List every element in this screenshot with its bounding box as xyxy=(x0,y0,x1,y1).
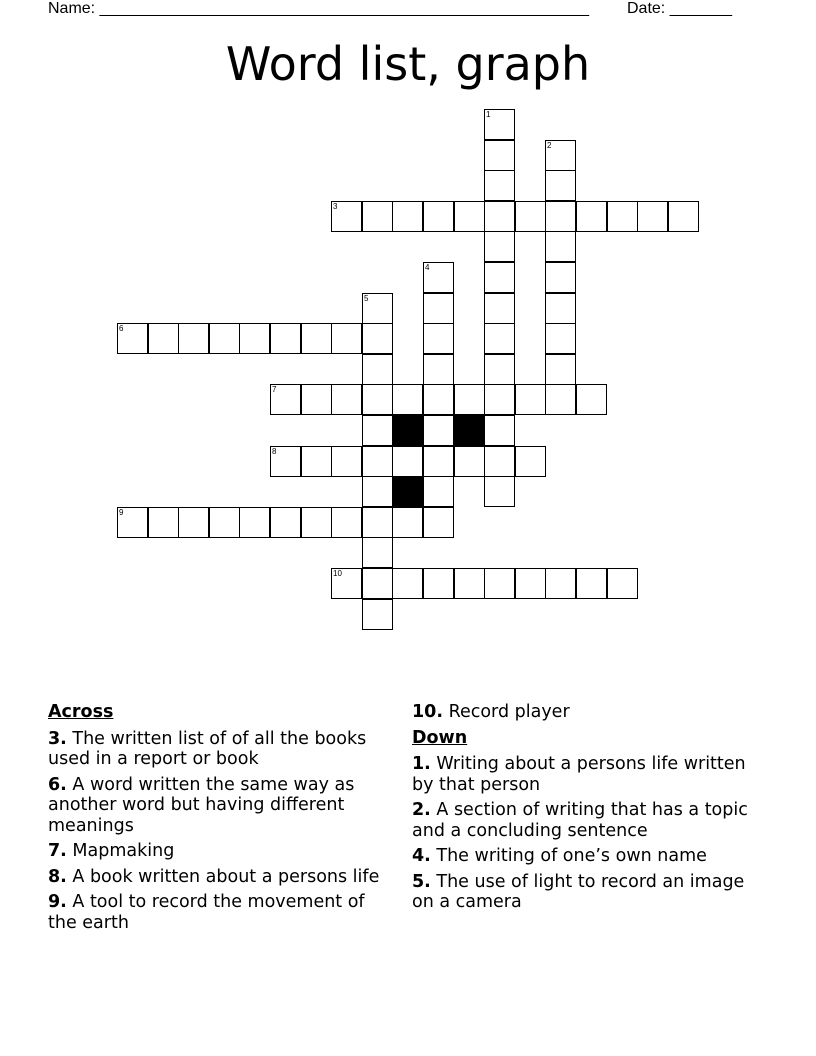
crossword-cell[interactable] xyxy=(515,384,546,415)
crossword-cell[interactable] xyxy=(148,323,179,354)
crossword-cell[interactable] xyxy=(454,568,485,599)
crossword-cell[interactable] xyxy=(331,201,362,232)
down-clues xyxy=(412,702,752,918)
crossword-cell[interactable] xyxy=(178,507,209,538)
clue-number: 6 xyxy=(119,324,124,333)
crossword-cell[interactable] xyxy=(392,507,423,538)
crossword-cell[interactable] xyxy=(392,384,423,415)
crossword-cell[interactable] xyxy=(301,446,332,477)
crossword-cell[interactable] xyxy=(545,262,576,293)
crossword-cell[interactable] xyxy=(545,201,576,232)
crossword-cell[interactable] xyxy=(484,568,515,599)
clue-number: 10 xyxy=(333,569,342,578)
crossword-cell[interactable] xyxy=(545,323,576,354)
crossword-cell[interactable] xyxy=(484,201,515,232)
crossword-cell[interactable] xyxy=(484,262,515,293)
crossword-cell[interactable] xyxy=(607,201,638,232)
crossword-cell[interactable] xyxy=(545,170,576,201)
crossword-cell[interactable] xyxy=(239,323,270,354)
crossword-cell[interactable] xyxy=(117,507,148,538)
crossword-cell[interactable] xyxy=(239,507,270,538)
crossword-cell[interactable] xyxy=(362,323,393,354)
across-clue: 10. Record player xyxy=(412,702,570,722)
crossword-cell[interactable] xyxy=(331,446,362,477)
crossword-block xyxy=(392,476,423,507)
across-clue: 7. Mapmaking xyxy=(48,841,175,861)
clue-number: 8 xyxy=(272,447,277,456)
clue-number: 7 xyxy=(272,385,277,394)
crossword-block xyxy=(454,415,485,446)
crossword-cell[interactable] xyxy=(362,476,393,507)
crossword-cell[interactable] xyxy=(423,476,454,507)
crossword-cell[interactable] xyxy=(423,507,454,538)
crossword-cell[interactable] xyxy=(515,446,546,477)
across-clue: 9. A tool to record the movement of the earth xyxy=(48,892,365,933)
crossword-cell[interactable] xyxy=(545,568,576,599)
crossword-cell[interactable] xyxy=(423,384,454,415)
crossword-cell[interactable] xyxy=(270,507,301,538)
crossword-cell[interactable] xyxy=(362,415,393,446)
crossword-cell[interactable] xyxy=(423,415,454,446)
across-heading: Across xyxy=(48,702,114,722)
clue-number: 1 xyxy=(486,110,491,119)
crossword-cell[interactable] xyxy=(484,354,515,385)
crossword-cell[interactable] xyxy=(301,384,332,415)
crossword-cell[interactable] xyxy=(270,446,301,477)
crossword-cell[interactable] xyxy=(545,293,576,324)
crossword-cell[interactable] xyxy=(637,201,668,232)
crossword-cell[interactable] xyxy=(362,599,393,630)
crossword-cell[interactable] xyxy=(484,415,515,446)
crossword-cell[interactable] xyxy=(270,323,301,354)
across-clues xyxy=(48,702,388,938)
across-clue: 6. A word written the same way as another word but having different meanings xyxy=(48,774,355,836)
crossword-cell[interactable] xyxy=(423,323,454,354)
crossword-cell[interactable] xyxy=(545,384,576,415)
crossword-cell[interactable] xyxy=(178,323,209,354)
crossword-cell[interactable] xyxy=(576,201,607,232)
crossword-cell[interactable] xyxy=(515,201,546,232)
date-line[interactable]: _______ xyxy=(669,0,732,17)
crossword-cell[interactable] xyxy=(362,201,393,232)
crossword-cell[interactable] xyxy=(484,109,515,140)
crossword-cell[interactable] xyxy=(545,140,576,171)
crossword-cell[interactable] xyxy=(545,354,576,385)
clue-number: 4 xyxy=(425,263,430,272)
crossword-cell[interactable] xyxy=(301,323,332,354)
crossword-cell[interactable] xyxy=(545,231,576,262)
crossword-cell[interactable] xyxy=(484,384,515,415)
crossword-cell[interactable] xyxy=(362,293,393,324)
down-clue: 4. The writing of one’s own name xyxy=(412,846,707,866)
crossword-cell[interactable] xyxy=(331,507,362,538)
crossword-cell[interactable] xyxy=(331,323,362,354)
crossword-cell[interactable] xyxy=(484,231,515,262)
crossword-cell[interactable] xyxy=(392,201,423,232)
clue-number: 2 xyxy=(547,141,552,150)
page-title: Word list, graph xyxy=(225,37,591,91)
crossword-cell[interactable] xyxy=(454,201,485,232)
crossword-cell[interactable] xyxy=(484,476,515,507)
crossword-cell[interactable] xyxy=(576,384,607,415)
crossword-cell[interactable] xyxy=(362,446,393,477)
crossword-cell[interactable] xyxy=(148,507,179,538)
crossword-cell[interactable] xyxy=(423,262,454,293)
crossword-cell[interactable] xyxy=(484,293,515,324)
crossword-cell[interactable] xyxy=(423,446,454,477)
crossword-cell[interactable] xyxy=(301,507,332,538)
crossword-cell[interactable] xyxy=(484,323,515,354)
crossword-cell[interactable] xyxy=(362,354,393,385)
down-clue: 5. The use of light to record an image on a camera xyxy=(412,871,745,912)
crossword-block xyxy=(392,415,423,446)
crossword-cell[interactable] xyxy=(607,568,638,599)
crossword-cell[interactable] xyxy=(270,384,301,415)
crossword-cell[interactable] xyxy=(362,568,393,599)
down-clue: 2. A section of writing that has a topic and a concluding sentence xyxy=(412,800,748,841)
crossword-cell[interactable] xyxy=(117,323,148,354)
name-line[interactable]: _______________________________________________________ xyxy=(99,0,589,17)
crossword-cell[interactable] xyxy=(331,384,362,415)
clue-number: 5 xyxy=(364,294,369,303)
down-heading: Down xyxy=(412,727,468,748)
across-clue: 8. A book written about a persons life xyxy=(48,866,380,887)
crossword-cell[interactable] xyxy=(392,568,423,599)
crossword-cell[interactable] xyxy=(362,537,393,568)
down-clue: 1. Writing about a persons life written by that person xyxy=(412,754,746,795)
crossword-cell[interactable] xyxy=(209,507,240,538)
clue-number: 3 xyxy=(333,202,338,211)
crossword-cell[interactable] xyxy=(209,323,240,354)
crossword-cell[interactable] xyxy=(515,568,546,599)
clue-number: 9 xyxy=(119,508,124,517)
crossword-cell[interactable] xyxy=(668,201,699,232)
crossword-cell[interactable] xyxy=(362,507,393,538)
crossword-cell[interactable] xyxy=(423,201,454,232)
crossword-cell[interactable] xyxy=(454,384,485,415)
crossword-cell[interactable] xyxy=(423,293,454,324)
crossword-cell[interactable] xyxy=(362,384,393,415)
crossword-cell[interactable] xyxy=(576,568,607,599)
crossword-cell[interactable] xyxy=(423,568,454,599)
crossword-cell[interactable] xyxy=(454,446,485,477)
crossword-cell[interactable] xyxy=(484,446,515,477)
crossword-cell[interactable] xyxy=(423,354,454,385)
date-label: Date: xyxy=(627,0,666,17)
crossword-cell[interactable] xyxy=(484,170,515,201)
crossword-cell[interactable] xyxy=(484,140,515,171)
across-clue: 3. The written list of of all the books used in a report or book xyxy=(48,728,367,769)
crossword-cell[interactable] xyxy=(392,446,423,477)
crossword-cell[interactable] xyxy=(331,568,362,599)
name-label: Name: xyxy=(48,0,96,17)
